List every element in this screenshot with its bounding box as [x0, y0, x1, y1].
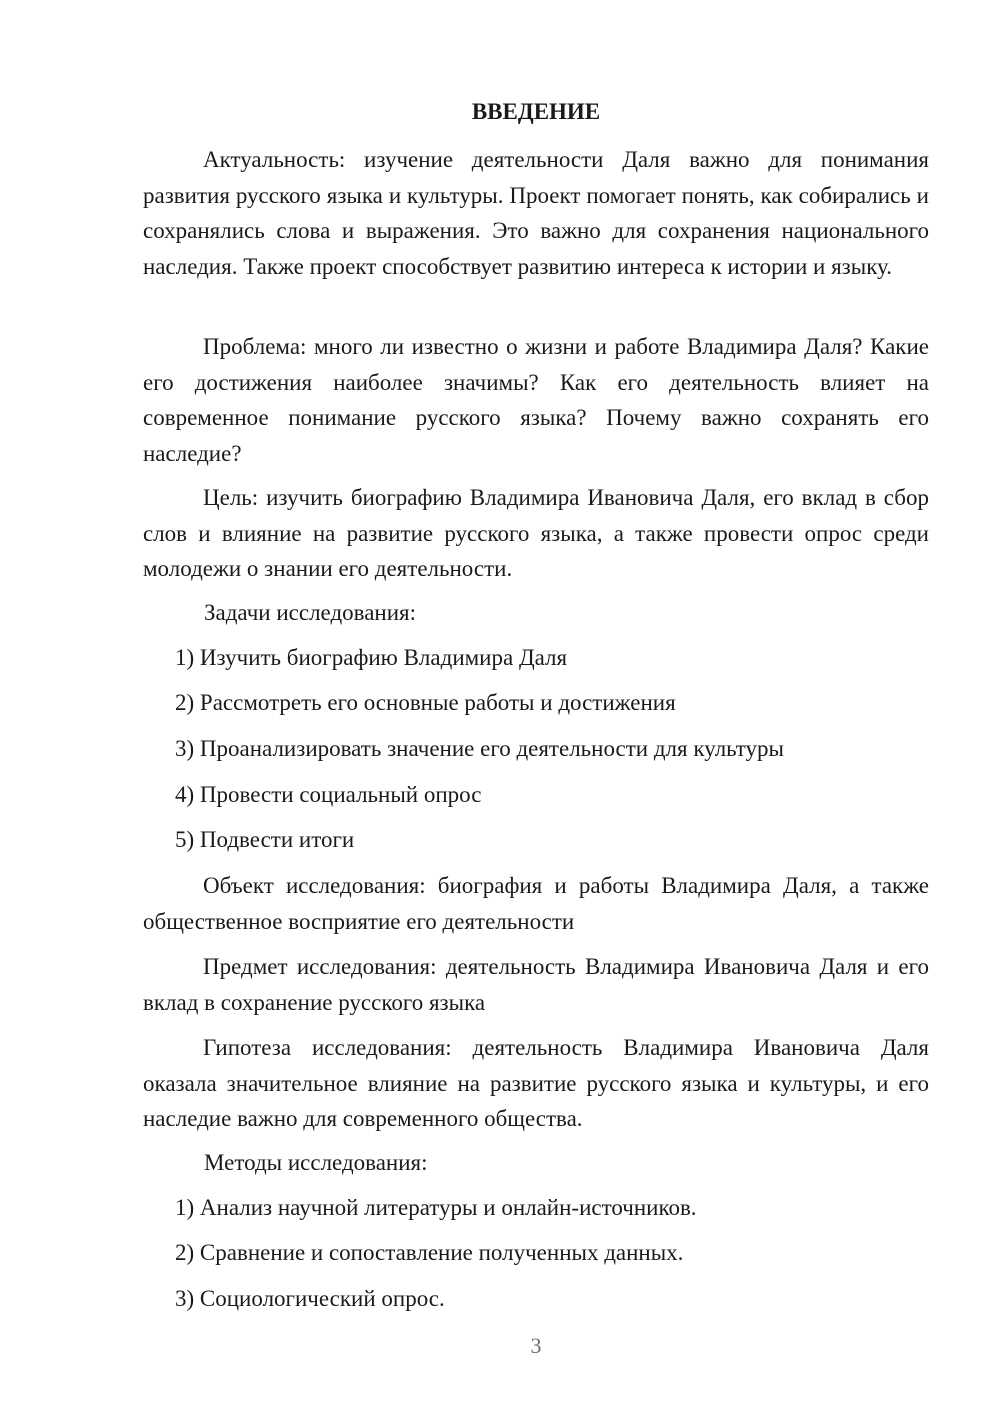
page-title: ВВЕДЕНИЕ	[471, 99, 601, 124]
method-item: 3) Социологический опрос.	[175, 1286, 445, 1311]
task-item: 5) Подвести итоги	[175, 827, 355, 852]
object-paragraph: Объект исследования: биография и работы Владимира Даля, а также общественное восприятие его деятельности	[143, 873, 929, 934]
subject-paragraph: Предмет исследования: деятельность Владимира Ивановича Даля и его вклад в сохранение русского языка	[143, 954, 929, 1015]
page-number: 3	[530, 1333, 542, 1358]
task-item: 3) Проанализировать значение его деятельности для культуры	[175, 736, 784, 761]
task-item: 1) Изучить биографию Владимира Даля	[175, 645, 568, 670]
task-item: 2) Рассмотреть его основные работы и достижения	[175, 690, 676, 715]
tasks-heading: Задачи исследования:	[204, 600, 417, 625]
method-item: 2) Сравнение и сопоставление полученных данных.	[175, 1240, 684, 1265]
relevance-paragraph: Актуальность: изучение деятельности Даля важно для понимания развития русского языка и культуры. Проект помогает понять, как собирались и сохранялись слова и выражения. Это важно для сохранения национального наследия. Также проект способствует развитию интереса к истории и языку.	[143, 147, 929, 279]
method-item: 1) Анализ научной литературы и онлайн-источников.	[175, 1195, 697, 1220]
task-item: 4) Провести социальный опрос	[175, 782, 482, 807]
problem-paragraph: Проблема: много ли известно о жизни и работе Владимира Даля? Какие его достижения наиболее значимы? Как его деятельность влияет на современное понимание русского языка? Почему важно сохранять его наследие?	[143, 334, 929, 466]
methods-heading: Методы исследования:	[204, 1150, 428, 1175]
hypothesis-paragraph: Гипотеза исследования: деятельность Владимира Ивановича Даля оказала значительное влияние на развитие русского языка и культуры, и его наследие важно для современного общества.	[143, 1035, 929, 1132]
goal-paragraph: Цель: изучить биографию Владимира Ивановича Даля, его вклад в сбор слов и влияние на развитие русского языка, а также провести опрос среди молодежи о знании его деятельности.	[143, 485, 929, 582]
